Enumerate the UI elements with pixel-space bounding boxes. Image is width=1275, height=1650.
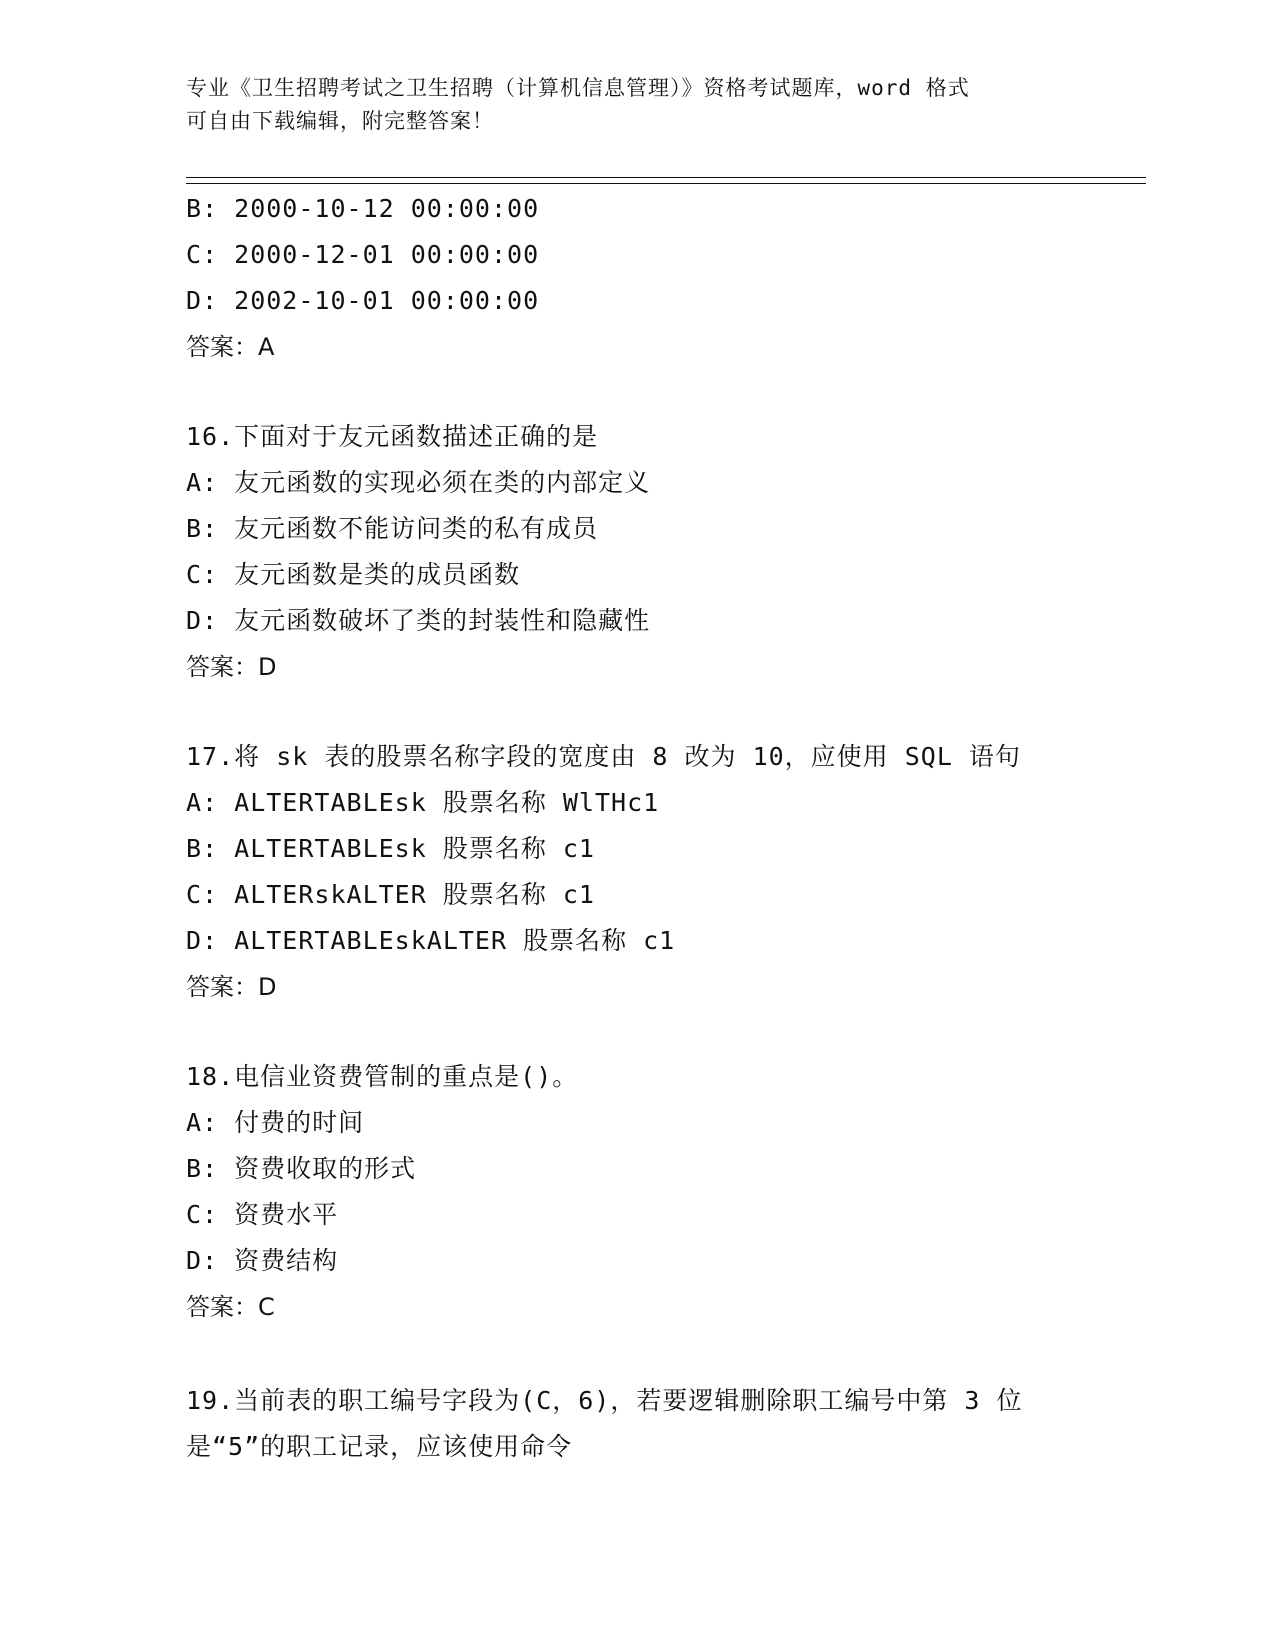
answer-line: 答案：D xyxy=(186,653,277,681)
answer-line: 答案：D xyxy=(186,973,277,1001)
question-text: 16.下面对于友元函数描述正确的是 xyxy=(186,422,599,451)
header-title-line-1: 专业《卫生招聘考试之卫生招聘（计算机信息管理）》资格考试题库，word 格式 xyxy=(186,76,970,100)
option-d: D: ALTERTABLEskALTER 股票名称 c1 xyxy=(186,926,676,955)
question-text: 17.将 sk 表的股票名称字段的宽度由 8 改为 10，应使用 SQL 语句 xyxy=(186,742,1021,771)
answer-line: 答案：A xyxy=(186,333,275,361)
header-title-line-2: 可自由下载编辑，附完整答案！ xyxy=(186,109,494,133)
option-d: D: 友元函数破坏了类的封装性和隐藏性 xyxy=(186,606,651,635)
option-c: C: ALTERskALTER 股票名称 c1 xyxy=(186,880,595,909)
option-d: D: 资费结构 xyxy=(186,1246,339,1275)
option-c: C: 友元函数是类的成员函数 xyxy=(186,560,521,589)
spacer xyxy=(186,370,1146,414)
option-c: C: 2000-12-01 00:00:00 xyxy=(186,240,540,269)
question-list xyxy=(186,186,1146,1470)
option-b: B: 资费收取的形式 xyxy=(186,1154,417,1183)
option-a: A: 付费的时间 xyxy=(186,1108,365,1137)
answer-line: 答案：C xyxy=(186,1293,275,1321)
header-divider-bottom xyxy=(186,183,1146,184)
question-16 xyxy=(186,414,1146,690)
question-18 xyxy=(186,1054,1146,1330)
header-divider-top xyxy=(186,177,1146,178)
question-15 xyxy=(186,186,1146,370)
document-header xyxy=(186,72,1066,138)
question-19 xyxy=(186,1378,1146,1470)
spacer xyxy=(186,1330,1146,1378)
spacer xyxy=(186,690,1146,734)
question-17 xyxy=(186,734,1146,1010)
question-text: 18.电信业资费管制的重点是()。 xyxy=(186,1062,579,1091)
option-b: B: 2000-10-12 00:00:00 xyxy=(186,194,540,223)
option-c: C: 资费水平 xyxy=(186,1200,339,1229)
option-d: D: 2002-10-01 00:00:00 xyxy=(186,286,540,315)
spacer xyxy=(186,1010,1146,1054)
option-a: A: ALTERTABLEsk 股票名称 WlTHc1 xyxy=(186,788,660,817)
question-text-line-2: 是“5”的职工记录，应该使用命令 xyxy=(186,1432,573,1461)
option-b: B: 友元函数不能访问类的私有成员 xyxy=(186,514,599,543)
option-a: A: 友元函数的实现必须在类的内部定义 xyxy=(186,468,651,497)
question-text-line-1: 19.当前表的职工编号字段为(C，6)，若要逻辑删除职工编号中第 3 位 xyxy=(186,1386,1023,1415)
option-b: B: ALTERTABLEsk 股票名称 c1 xyxy=(186,834,595,863)
